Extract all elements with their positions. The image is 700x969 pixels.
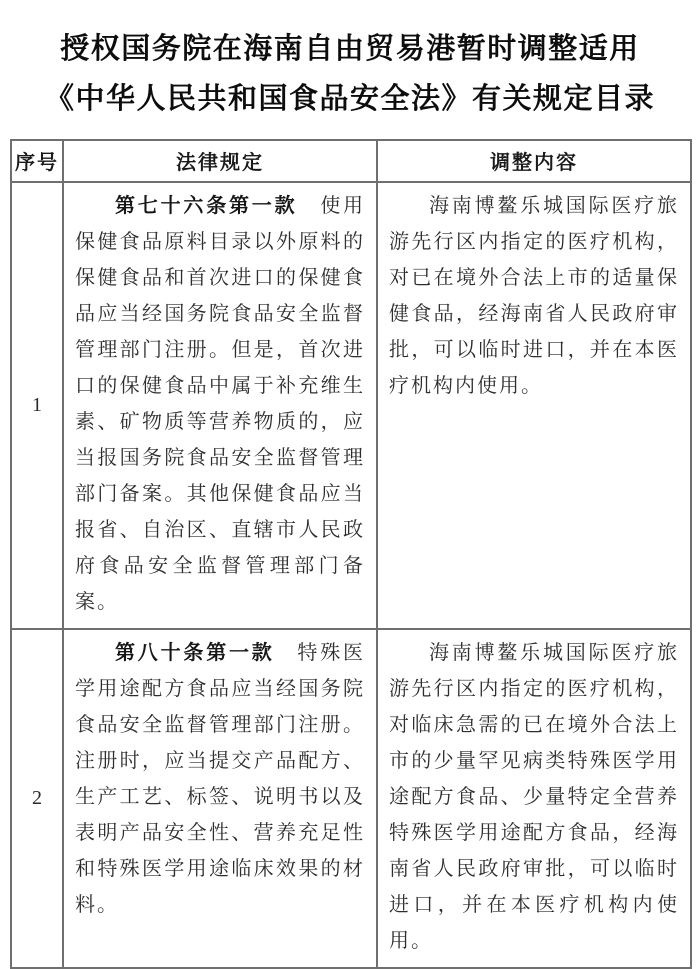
adjustment-text: 海南博鳌乐城国际医疗旅游先行区内指定的医疗机构，对已在境外合法上市的适量保健食品，经海南省人民政府审批，可以临时进口，并在本医疗机构内使用。 xyxy=(389,195,679,397)
document-title xyxy=(10,24,690,124)
law-provision-paragraph xyxy=(75,635,365,923)
row-number: 1 xyxy=(11,182,63,629)
adjustment-text: 海南博鳌乐城国际医疗旅游先行区内指定的医疗机构，对临床急需的已在境外合法上市的少量罕见病类特殊医学用途配方食品、少量特定全营养特殊医学用途配方食品，经海南省人民政府审批，可以临时进口，并在本医疗机构内使用。 xyxy=(389,642,679,952)
law-provision-paragraph xyxy=(75,188,365,620)
title-line-1: 授权国务院在海南自由贸易港暂时调整适用 xyxy=(60,33,640,65)
row-number: 2 xyxy=(11,629,63,968)
table-row xyxy=(11,629,691,968)
law-provision-cell xyxy=(63,629,377,968)
adjustment-cell xyxy=(377,182,691,629)
table-row xyxy=(11,182,691,629)
adjustment-cell xyxy=(377,629,691,968)
law-adjustment-table xyxy=(10,139,692,969)
law-provision-cell xyxy=(63,182,377,629)
law-article-label: 第八十条第一款 xyxy=(115,642,275,664)
table-header-row xyxy=(11,140,691,182)
header-cell-index: 序号 xyxy=(11,140,63,182)
law-article-label: 第七十六条第一款 xyxy=(115,195,298,217)
law-provision-text: 特殊医学用途配方食品应当经国务院食品安全监督管理部门注册。注册时，应当提交产品配方、生产工艺、标签、说明书以及表明产品安全性、营养充足性和特殊医学用途临床效果的材料。 xyxy=(75,642,366,916)
header-cell-adjustment: 调整内容 xyxy=(377,140,691,182)
law-provision-text: 使用保健食品原料目录以外原料的保健食品和首次进口的保健食品应当经国务院食品安全监督管理部门注册。但是，首次进口的保健食品中属于补充维生素、矿物质等营养物质的，应当报国务院食品安全监督管理部门备案。其他保健食品应当报省、自治区、直辖市人民政府食品安全监督管理部门备案。 xyxy=(75,195,366,613)
title-line-2: 《中华人民共和国食品安全法》有关规定目录 xyxy=(44,83,655,115)
header-cell-law-provision: 法律规定 xyxy=(63,140,377,182)
